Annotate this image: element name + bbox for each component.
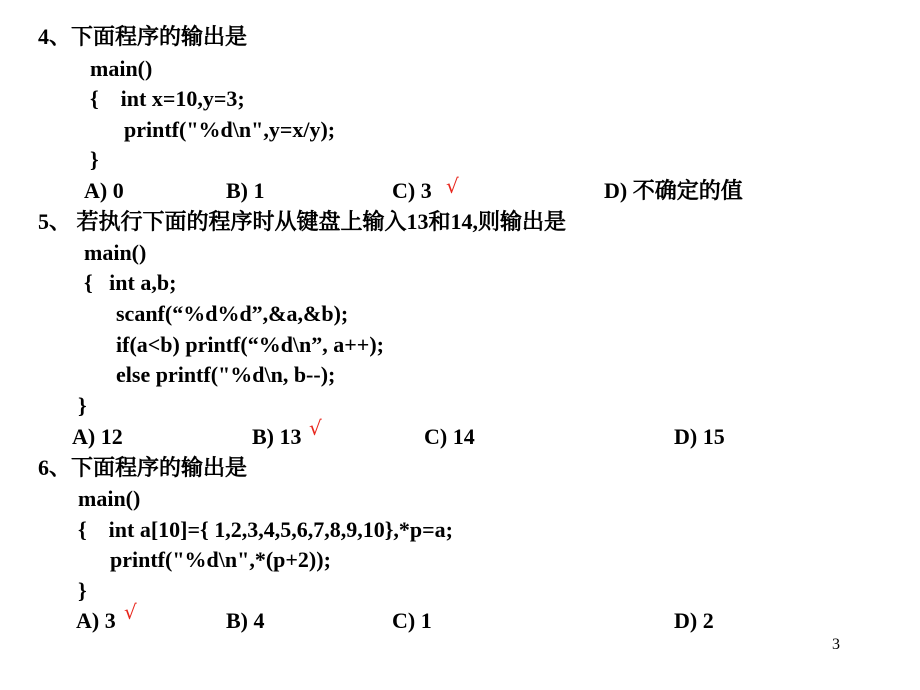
q5-correct-check: √ [309,416,322,440]
q4-correct-check: √ [446,174,459,198]
q4-code-line-3: printf("%d\n",y=x/y); [124,117,336,142]
q6-option-a: A) 3 [76,608,116,633]
q6-option-c: C) 1 [392,608,432,633]
q4-option-d: D) 不确定的值 [604,178,743,203]
q4-code-line-4: } [90,147,99,172]
q5-option-b: B) 13 [252,424,302,449]
q6-code-line-3: printf("%d\n",*(p+2)); [110,547,331,572]
q4-option-b: B) 1 [226,178,265,203]
q4-code-line-1: main() [90,56,153,81]
q6-code-line-4: } [78,578,87,603]
q5-option-c: C) 14 [424,424,475,449]
q4-code-line-2: { int x=10,y=3; [90,86,245,111]
page-number: 3 [832,636,840,653]
q6-option-d: D) 2 [674,608,714,633]
q5-code-line-1: main() [84,240,147,265]
q4-option-c: C) 3 [392,178,432,203]
q6-correct-check: √ [124,600,137,624]
q5-code-line-6: } [78,393,87,418]
q5-option-d: D) 15 [674,424,725,449]
q6-title: 6、下面程序的输出是 [38,455,248,480]
q4-option-a: A) 0 [84,178,124,203]
q5-code-line-3: scanf(“%d%d”,&a,&b); [116,301,349,326]
q5-code-line-2: { int a,b; [84,270,177,295]
q6-option-b: B) 4 [226,608,265,633]
q6-code-line-1: main() [78,486,141,511]
q4-title: 4、下面程序的输出是 [38,24,248,49]
q5-code-line-4: if(a<b) printf(“%d\n”, a++); [116,332,384,357]
q5-option-a: A) 12 [72,424,123,449]
q5-code-line-5: else printf("%d\n, b--); [116,362,336,387]
q6-code-line-2: { int a[10]={ 1,2,3,4,5,6,7,8,9,10},*p=a; [78,517,453,542]
q5-title: 5、 若执行下面的程序时从键盘上输入13和14,则输出是 [38,209,567,234]
